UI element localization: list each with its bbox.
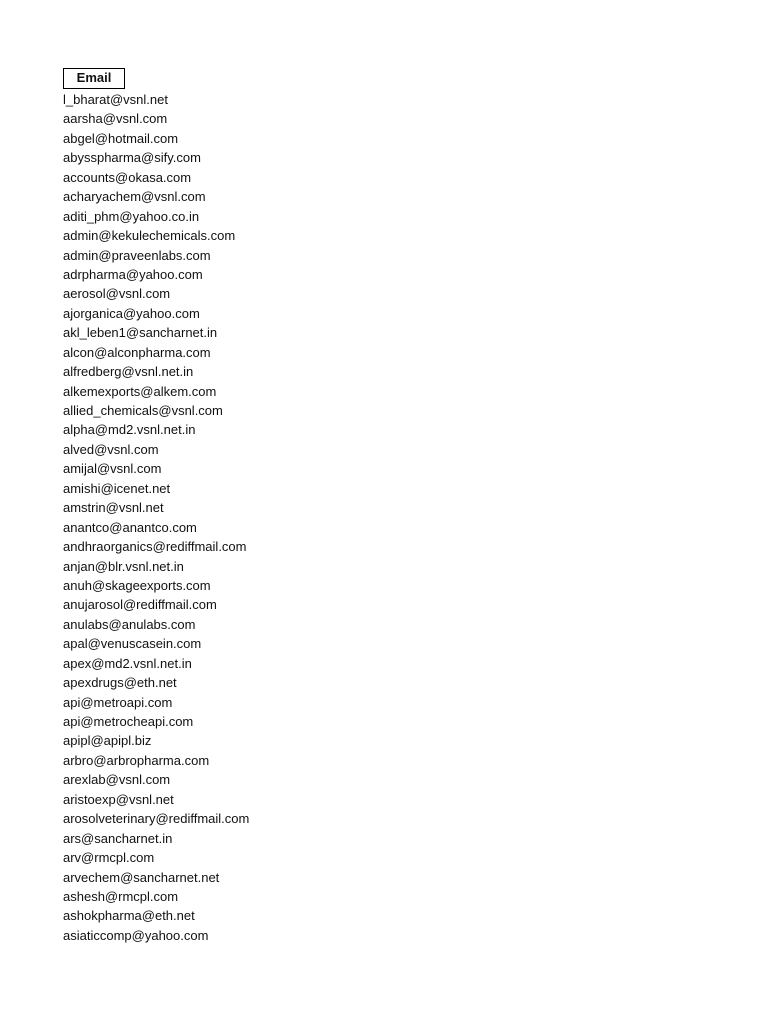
email-list	[63, 90, 249, 945]
email-row: anuh@skageexports.com	[63, 577, 211, 593]
email-row: amstrin@vsnl.net	[63, 500, 164, 516]
email-row: apipl@apipl.biz	[63, 733, 152, 749]
email-row: adrpharma@yahoo.com	[63, 266, 203, 282]
email-row: anjan@blr.vsnl.net.in	[63, 558, 184, 574]
email-row: arvechem@sancharnet.net	[63, 869, 220, 885]
email-row: asiaticcomp@yahoo.com	[63, 927, 209, 943]
email-row: arbro@arbropharma.com	[63, 752, 210, 768]
email-row: abysspharma@sify.com	[63, 150, 201, 166]
email-row: anulabs@anulabs.com	[63, 616, 196, 632]
email-row: apexdrugs@eth.net	[63, 675, 177, 691]
email-row: acharyachem@vsnl.com	[63, 189, 206, 205]
email-row: abgel@hotmail.com	[63, 130, 179, 146]
email-row: alpha@md2.vsnl.net.in	[63, 422, 196, 438]
email-row: arv@rmcpl.com	[63, 850, 155, 866]
email-row: accounts@okasa.com	[63, 169, 192, 185]
email-row: arexlab@vsnl.com	[63, 772, 171, 788]
email-row: ars@sancharnet.in	[63, 830, 173, 846]
email-column-header: Email	[63, 68, 125, 89]
email-row: aditi_phm@yahoo.co.in	[63, 208, 200, 224]
email-row: alcon@alconpharma.com	[63, 344, 211, 360]
email-row: aristoexp@vsnl.net	[63, 791, 174, 807]
email-row: api@metroapi.com	[63, 694, 173, 710]
email-row: apex@md2.vsnl.net.in	[63, 655, 192, 671]
email-row: amishi@icenet.net	[63, 480, 171, 496]
email-row: api@metrocheapi.com	[63, 714, 194, 729]
email-row: alfredberg@vsnl.net.in	[63, 364, 194, 380]
email-row: admin@praveenlabs.com	[63, 247, 211, 263]
email-row: aarsha@vsnl.com	[63, 111, 168, 127]
email-row: ashokpharma@eth.net	[63, 908, 195, 924]
email-row: amijal@vsnl.com	[63, 461, 162, 477]
email-row: andhraorganics@rediffmail.com	[63, 539, 247, 555]
email-row: alved@vsnl.com	[63, 441, 159, 457]
email-row: apal@venuscasein.com	[63, 636, 202, 652]
email-row: anantco@anantco.com	[63, 519, 197, 535]
email-row: l_bharat@vsnl.net	[63, 92, 168, 107]
email-sheet	[63, 68, 249, 945]
email-row: admin@kekulechemicals.com	[63, 228, 236, 244]
email-row: ajorganica@yahoo.com	[63, 305, 200, 321]
email-row: aerosol@vsnl.com	[63, 286, 171, 302]
email-row: allied_chemicals@vsnl.com	[63, 403, 223, 418]
email-row: arosolveterinary@rediffmail.com	[63, 811, 250, 827]
email-row: ashesh@rmcpl.com	[63, 888, 179, 904]
email-row: alkemexports@alkem.com	[63, 383, 217, 399]
email-row: anujarosol@rediffmail.com	[63, 597, 217, 613]
email-row: akl_leben1@sancharnet.in	[63, 325, 218, 341]
